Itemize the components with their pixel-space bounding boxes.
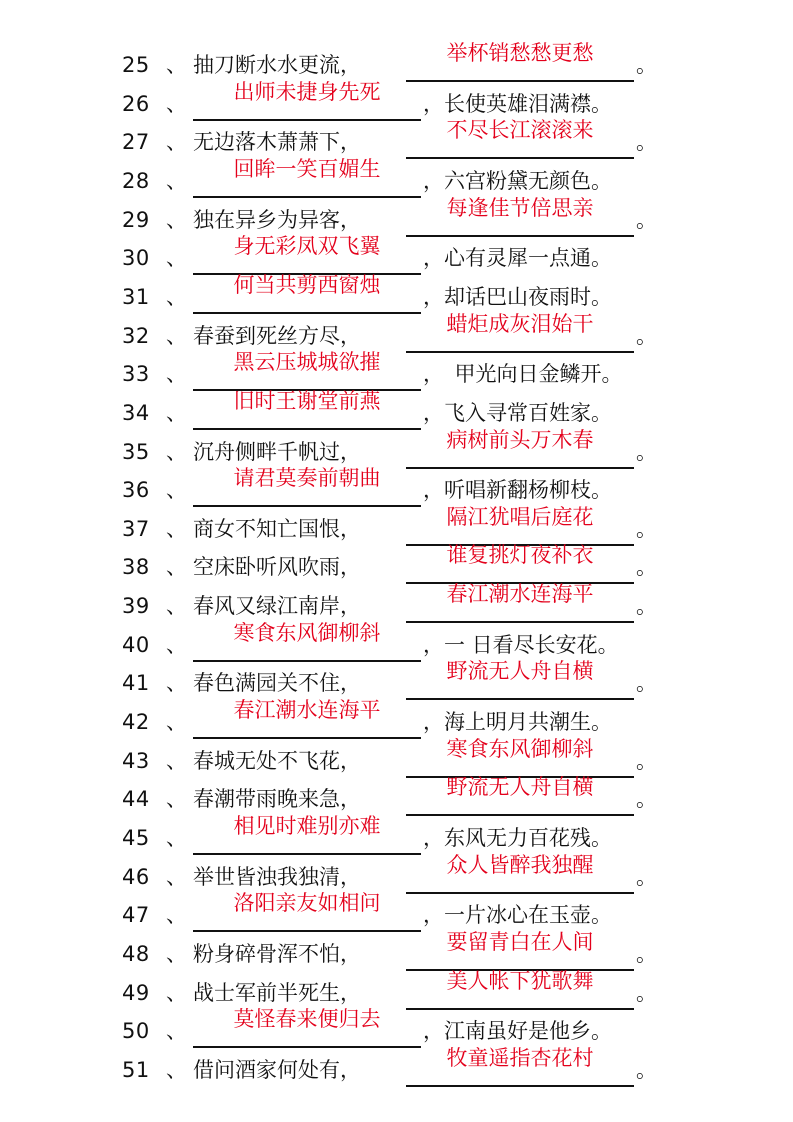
answer-blank (193, 79, 421, 121)
first-line-text: 战士军前半死生， (193, 980, 361, 1005)
answer-text: 请君莫奏前朝曲 (233, 466, 381, 491)
end-punctuation: 。 (636, 864, 657, 889)
item-number: 41 (122, 671, 150, 696)
item-number: 28 (122, 168, 150, 193)
answer-blank (406, 659, 634, 700)
answer-blank (406, 1045, 634, 1087)
item-separator: 、 (166, 439, 187, 464)
second-line-text: ，却话巴山夜雨时。 (423, 284, 612, 309)
answer-text: 美人帐下犹歌舞 (446, 968, 594, 993)
item-separator: 、 (166, 787, 187, 812)
poem-item (0, 1045, 793, 1089)
item-number: 50 (122, 1019, 150, 1044)
answer-blank (193, 1007, 421, 1048)
first-line-text: 春潮带雨晚来急， (193, 787, 361, 812)
end-punctuation: 。 (636, 671, 657, 696)
item-separator: 、 (166, 941, 187, 966)
answer-blank (193, 156, 421, 198)
item-separator: 、 (166, 826, 187, 850)
first-line-text: 独在异乡为异客， (193, 207, 361, 232)
answer-text: 众人皆醉我独醒 (446, 852, 594, 877)
item-separator: 、 (166, 1019, 187, 1044)
item-separator: 、 (166, 903, 187, 928)
item-number: 49 (122, 980, 150, 1005)
item-separator: 、 (166, 516, 187, 541)
item-number: 40 (122, 632, 150, 657)
poem-item (0, 466, 793, 509)
second-line-text: ，心有灵犀一点通。 (423, 246, 612, 271)
item-separator: 、 (166, 864, 187, 889)
end-punctuation: 。 (636, 1057, 657, 1082)
answer-blank (406, 968, 634, 1010)
answer-text: 野流无人舟自横 (446, 659, 594, 684)
item-separator: 、 (166, 246, 187, 271)
item-separator: 、 (166, 400, 187, 425)
poem-item (0, 929, 793, 973)
answer-text: 何当共剪西窗烛 (233, 272, 381, 297)
item-separator: 、 (166, 362, 187, 387)
answer-blank (193, 891, 421, 932)
poem-item (0, 814, 793, 857)
second-line-text: ， 甲光向日金鳞开。 (423, 362, 623, 387)
first-line-text: 无边落木萧萧下， (193, 130, 361, 155)
answer-text: 莫怪春来便归去 (233, 1007, 381, 1032)
item-separator: 、 (166, 478, 187, 503)
item-number: 25 (122, 53, 150, 77)
item-number: 34 (122, 400, 150, 425)
item-number: 29 (122, 207, 150, 232)
first-line-text: 商女不知亡国恨， (193, 516, 361, 541)
answer-blank (193, 466, 421, 507)
second-line-text: ，飞入寻常百姓家。 (423, 400, 612, 425)
first-line-text: 春蚕到死丝方尽， (193, 323, 361, 348)
answer-text: 每逢佳节倍思亲 (446, 195, 594, 220)
item-number: 51 (122, 1057, 150, 1082)
end-punctuation: 。 (636, 516, 657, 541)
answer-text: 野流无人舟自横 (446, 775, 594, 800)
answer-text: 病树前头万木春 (446, 427, 594, 452)
first-line-text: 借问酒家何处有， (193, 1057, 361, 1082)
end-punctuation: 。 (636, 748, 657, 773)
second-line-text: ，东风无力百花残。 (423, 826, 612, 850)
item-separator: 、 (166, 130, 187, 155)
poem-item (0, 891, 793, 934)
second-line-text: ，海上明月共潮生。 (423, 710, 612, 735)
poem-item (0, 620, 793, 664)
item-separator: 、 (166, 323, 187, 348)
second-line-text: ，长使英雄泪满襟。 (423, 91, 612, 116)
item-number: 32 (122, 323, 150, 348)
answer-text: 黑云压城城欲摧 (233, 350, 381, 375)
item-number: 35 (122, 439, 150, 464)
answer-blank (406, 311, 634, 353)
item-number: 38 (122, 555, 150, 580)
answer-text: 隔江犹唱后庭花 (446, 504, 594, 529)
end-punctuation: 。 (636, 207, 657, 232)
answer-text: 回眸一笑百媚生 (233, 156, 381, 181)
item-number: 30 (122, 246, 150, 271)
item-separator: 、 (166, 710, 187, 735)
item-number: 43 (122, 748, 150, 773)
end-punctuation: 。 (636, 130, 657, 155)
answer-blank (406, 195, 634, 237)
answer-blank (406, 582, 634, 623)
item-separator: 、 (166, 980, 187, 1005)
poem-item (0, 504, 793, 548)
item-separator: 、 (166, 632, 187, 657)
item-number: 33 (122, 362, 150, 387)
second-line-text: ，江南虽好是他乡。 (423, 1019, 612, 1044)
item-number: 36 (122, 478, 150, 503)
answer-blank (406, 41, 634, 82)
item-number: 26 (122, 91, 150, 116)
answer-text: 身无彩凤双飞翼 (233, 234, 381, 259)
item-separator: 、 (166, 284, 187, 309)
first-line-text: 沉舟侧畔千帆过， (193, 439, 361, 464)
poem-item (0, 736, 793, 780)
item-number: 46 (122, 864, 150, 889)
first-line-text: 粉身碎骨浑不怕， (193, 941, 361, 966)
item-number: 37 (122, 516, 150, 541)
item-separator: 、 (166, 748, 187, 773)
second-line-text: ，一片冰心在玉壶。 (423, 903, 612, 928)
answer-text: 牧童遥指杏花村 (446, 1045, 594, 1070)
poem-item (0, 698, 793, 741)
item-number: 27 (122, 130, 150, 155)
item-number: 45 (122, 826, 150, 850)
answer-text: 寒食东风御柳斜 (233, 620, 381, 645)
answer-blank (406, 118, 634, 159)
answer-text: 蜡炬成灰泪始干 (446, 311, 594, 336)
answer-text: 寒食东风御柳斜 (446, 736, 594, 761)
answer-text: 旧时王谢堂前燕 (233, 388, 381, 413)
poem-item (0, 156, 793, 200)
item-separator: 、 (166, 91, 187, 116)
answer-text: 不尽长江滚滚来 (446, 118, 594, 143)
answer-text: 要留青白在人间 (446, 929, 594, 954)
poem-item (0, 272, 793, 316)
item-separator: 、 (166, 594, 187, 619)
item-number: 47 (122, 903, 150, 928)
first-line-text: 举世皆浊我独清， (193, 864, 361, 889)
item-number: 48 (122, 941, 150, 966)
item-number: 39 (122, 594, 150, 619)
item-number: 31 (122, 284, 150, 309)
end-punctuation: 。 (636, 941, 657, 966)
answer-blank (406, 852, 634, 894)
item-separator: 、 (166, 207, 187, 232)
first-line-text: 空床卧听风吹雨， (193, 555, 361, 580)
poem-item (0, 388, 793, 432)
item-number: 42 (122, 710, 150, 735)
first-line-text: 春城无处不飞花， (193, 748, 361, 773)
answer-text: 春江潮水连海平 (233, 698, 381, 723)
answer-text: 举杯销愁愁更愁 (446, 41, 594, 65)
end-punctuation: 。 (636, 594, 657, 619)
answer-blank (406, 775, 634, 816)
item-separator: 、 (166, 671, 187, 696)
answer-text: 春江潮水连海平 (446, 582, 594, 607)
answer-blank (193, 620, 421, 662)
first-line-text: 春风又绿江南岸， (193, 594, 361, 619)
end-punctuation: 。 (636, 53, 657, 77)
answer-text: 出师未捷身先死 (233, 79, 381, 104)
end-punctuation: 。 (636, 323, 657, 348)
item-number: 44 (122, 787, 150, 812)
poem-item (0, 1007, 793, 1050)
end-punctuation: 。 (636, 555, 657, 580)
item-separator: 、 (166, 168, 187, 193)
poem-item (0, 543, 793, 586)
second-line-text: ，听唱新翻杨柳枝。 (423, 478, 612, 503)
answer-blank (406, 427, 634, 469)
answer-blank (193, 814, 421, 855)
item-separator: 、 (166, 555, 187, 580)
poem-item (0, 79, 793, 123)
answer-text: 相见时难别亦难 (233, 814, 381, 838)
first-line-text: 抽刀断水水更流， (193, 53, 361, 77)
end-punctuation: 。 (636, 787, 657, 812)
answer-text: 谁复挑灯夜补衣 (446, 543, 594, 568)
answer-blank (193, 272, 421, 314)
second-line-text: ，六宫粉黛无颜色。 (423, 168, 612, 193)
end-punctuation: 。 (636, 980, 657, 1005)
second-line-text: ，一 日看尽长安花。 (423, 632, 619, 657)
end-punctuation: 。 (636, 439, 657, 464)
item-separator: 、 (166, 1057, 187, 1082)
answer-text: 洛阳亲友如相问 (233, 891, 381, 916)
first-line-text: 春色满园关不住， (193, 671, 361, 696)
item-separator: 、 (166, 53, 187, 77)
answer-blank (193, 388, 421, 430)
answer-blank (193, 698, 421, 739)
